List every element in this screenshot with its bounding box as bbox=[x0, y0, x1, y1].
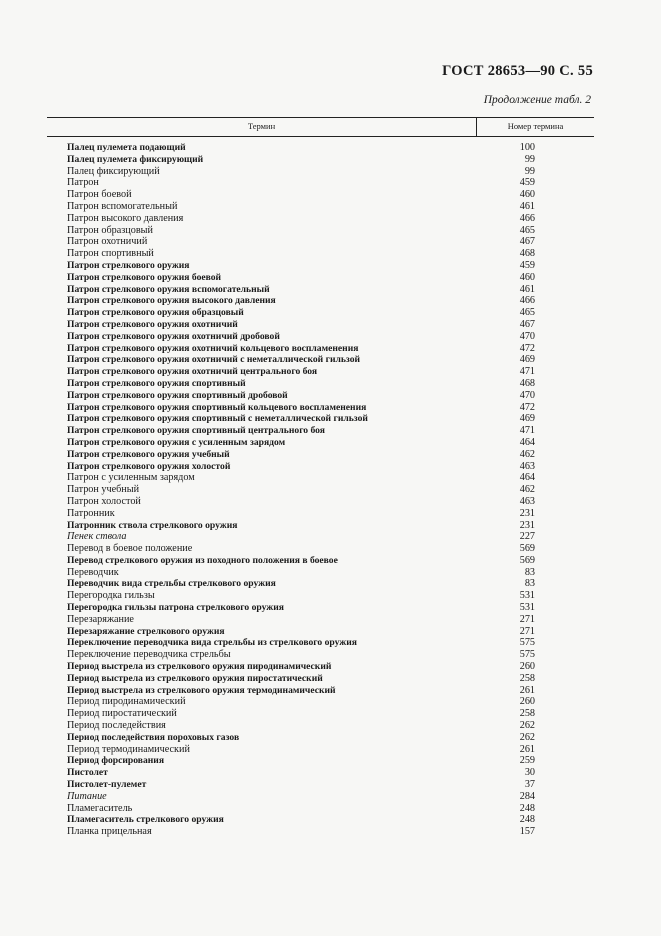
term-cell: Перезаряжание стрелкового оружия bbox=[67, 625, 225, 637]
term-cell: Патрон высокого давления bbox=[67, 212, 184, 224]
term-cell: Патрон стрелкового оружия учебный bbox=[67, 448, 230, 460]
table-row bbox=[47, 732, 594, 744]
table-row bbox=[47, 779, 594, 791]
term-cell: Патрон образцовый bbox=[67, 224, 153, 236]
term-number-cell: 227 bbox=[519, 531, 535, 543]
term-number-cell: 531 bbox=[519, 590, 535, 602]
table-row bbox=[47, 661, 594, 673]
table-header bbox=[47, 117, 594, 137]
term-number-cell: 472 bbox=[519, 342, 535, 354]
term-number-cell: 231 bbox=[519, 507, 535, 519]
term-number-cell: 531 bbox=[519, 602, 535, 614]
term-number-cell: 258 bbox=[519, 708, 535, 720]
table-row bbox=[47, 791, 594, 803]
term-cell: Патрон стрелкового оружия спортивный центрального боя bbox=[67, 425, 325, 437]
term-cell: Период пиростатический bbox=[67, 708, 177, 720]
table-row bbox=[47, 390, 594, 402]
term-number-cell: 468 bbox=[519, 248, 535, 260]
table-row bbox=[47, 166, 594, 178]
term-cell: Перегородка гильзы патрона стрелкового оружия bbox=[67, 602, 284, 614]
table-row bbox=[47, 496, 594, 508]
term-cell: Период последействия bbox=[67, 720, 166, 732]
table-continuation-caption: Продолжение табл. 2 bbox=[483, 94, 591, 106]
term-number-cell: 468 bbox=[519, 377, 535, 389]
term-number-cell: 83 bbox=[524, 566, 535, 578]
table-row bbox=[47, 378, 594, 390]
table-row bbox=[47, 201, 594, 213]
term-cell: Патрон стрелкового оружия охотничий кольцевого воспламенения bbox=[67, 342, 359, 354]
term-number-cell: 248 bbox=[519, 802, 535, 814]
table-row bbox=[47, 319, 594, 331]
page-header: ГОСТ 28653—90 С. 55 bbox=[442, 63, 593, 79]
term-cell: Палец пулемета фиксирующий bbox=[67, 153, 204, 165]
term-cell: Переключение переводчика стрельбы bbox=[67, 649, 231, 661]
term-cell: Патрон стрелкового оружия с усиленным зарядом bbox=[67, 436, 286, 448]
table-row bbox=[47, 673, 594, 685]
term-number-cell: 231 bbox=[519, 519, 535, 531]
term-number-cell: 575 bbox=[519, 637, 535, 649]
term-cell: Перегородка гильзы bbox=[67, 590, 155, 602]
term-cell: Патрон охотничий bbox=[67, 236, 148, 248]
term-number-cell: 262 bbox=[519, 720, 535, 732]
table-row bbox=[47, 142, 594, 154]
term-number-cell: 466 bbox=[519, 295, 535, 307]
term-number-cell: 467 bbox=[519, 236, 535, 248]
term-cell: Питание bbox=[67, 790, 107, 802]
term-number-cell: 463 bbox=[519, 460, 535, 472]
term-number-cell: 261 bbox=[519, 743, 535, 755]
term-cell: Патрон боевой bbox=[67, 189, 132, 201]
term-number-cell: 464 bbox=[519, 436, 535, 448]
term-number-cell: 575 bbox=[519, 649, 535, 661]
table-row bbox=[47, 531, 594, 543]
term-number-cell: 461 bbox=[519, 200, 535, 212]
table-row bbox=[47, 154, 594, 166]
table-row bbox=[47, 413, 594, 425]
term-cell: Период выстрела из стрелкового оружия пиростатический bbox=[67, 672, 323, 684]
term-number-cell: 462 bbox=[519, 484, 535, 496]
term-cell: Патрон вспомогательный bbox=[67, 200, 178, 212]
term-number-cell: 470 bbox=[519, 330, 535, 342]
table-row bbox=[47, 213, 594, 225]
term-cell: Патрон стрелкового оружия спортивный дробовой bbox=[67, 389, 288, 401]
table-row bbox=[47, 331, 594, 343]
table-row bbox=[47, 826, 594, 838]
table-row bbox=[47, 520, 594, 532]
term-cell: Патронник bbox=[67, 507, 115, 519]
term-cell: Пистолет bbox=[67, 767, 108, 779]
term-cell: Патрон стрелкового оружия высокого давления bbox=[67, 295, 276, 307]
term-number-cell: 260 bbox=[519, 696, 535, 708]
term-number-cell: 157 bbox=[519, 826, 535, 838]
table-row bbox=[47, 755, 594, 767]
column-header-number: Номер термина bbox=[507, 121, 564, 131]
term-number-cell: 470 bbox=[519, 389, 535, 401]
term-cell: Переводчик bbox=[67, 566, 119, 578]
table-row bbox=[47, 260, 594, 272]
table-row bbox=[47, 626, 594, 638]
table-row bbox=[47, 437, 594, 449]
table-row bbox=[47, 189, 594, 201]
term-number-cell: 271 bbox=[519, 625, 535, 637]
term-number-cell: 99 bbox=[524, 153, 535, 165]
term-cell: Пистолет-пулемет bbox=[67, 779, 147, 791]
term-cell: Планка прицельная bbox=[67, 826, 152, 838]
table-row bbox=[47, 425, 594, 437]
term-number-cell: 260 bbox=[519, 661, 535, 673]
table-row bbox=[47, 484, 594, 496]
table-row bbox=[47, 248, 594, 260]
table-row bbox=[47, 814, 594, 826]
table-row bbox=[47, 767, 594, 779]
term-number-cell: 467 bbox=[519, 318, 535, 330]
term-cell: Патрон стрелкового оружия охотничий центрального боя bbox=[67, 366, 318, 378]
table-row bbox=[47, 720, 594, 732]
table-row bbox=[47, 602, 594, 614]
term-number-cell: 461 bbox=[519, 283, 535, 295]
table-row bbox=[47, 272, 594, 284]
table-row bbox=[47, 555, 594, 567]
table-row bbox=[47, 366, 594, 378]
table-row bbox=[47, 307, 594, 319]
term-cell: Переводчик вида стрельбы стрелкового оружия bbox=[67, 578, 276, 590]
term-number-cell: 99 bbox=[524, 165, 535, 177]
term-number-cell: 465 bbox=[519, 224, 535, 236]
table-row bbox=[47, 543, 594, 555]
term-number-cell: 83 bbox=[524, 578, 535, 590]
term-cell: Патрон стрелкового оружия спортивный bbox=[67, 377, 246, 389]
term-cell: Патрон стрелкового оружия образцовый bbox=[67, 307, 244, 319]
term-number-cell: 459 bbox=[519, 259, 535, 271]
term-cell: Патрон стрелкового оружия холостой bbox=[67, 460, 231, 472]
term-number-cell: 471 bbox=[519, 425, 535, 437]
term-cell: Патрон с усиленным зарядом bbox=[67, 472, 195, 484]
table-row bbox=[47, 649, 594, 661]
table-row bbox=[47, 354, 594, 366]
term-cell: Перевод в боевое положение bbox=[67, 543, 193, 555]
table-row bbox=[47, 590, 594, 602]
term-cell: Патрон стрелкового оружия вспомогательный bbox=[67, 283, 270, 295]
table-row bbox=[47, 449, 594, 461]
term-cell: Патрон учебный bbox=[67, 484, 140, 496]
term-number-cell: 569 bbox=[519, 543, 535, 555]
term-cell: Патрон стрелкового оружия спортивный кольцевого воспламенения bbox=[67, 401, 367, 413]
term-cell: Перевод стрелкового оружия из походного положения в боевое bbox=[67, 554, 338, 566]
term-cell: Патрон стрелкового оружия охотничий bbox=[67, 318, 238, 330]
table-row bbox=[47, 284, 594, 296]
table-row bbox=[47, 177, 594, 189]
term-number-cell: 30 bbox=[524, 767, 535, 779]
term-cell: Переключение переводчика вида стрельбы из стрелкового оружия bbox=[67, 637, 357, 649]
term-cell: Патрон стрелкового оружия bbox=[67, 259, 190, 271]
table-row bbox=[47, 744, 594, 756]
term-cell: Период выстрела из стрелкового оружия термодинамический bbox=[67, 684, 336, 696]
table-row bbox=[47, 402, 594, 414]
term-cell: Период последействия пороховых газов bbox=[67, 731, 240, 743]
term-cell: Палец фиксирующий bbox=[67, 165, 160, 177]
term-cell: Период термодинамический bbox=[67, 743, 190, 755]
table-row bbox=[47, 637, 594, 649]
table-body bbox=[47, 137, 594, 838]
term-cell: Пламегаситель стрелкового оружия bbox=[67, 814, 224, 826]
table-row bbox=[47, 803, 594, 815]
terms-index-table bbox=[47, 117, 594, 838]
term-number-cell: 471 bbox=[519, 366, 535, 378]
term-number-cell: 259 bbox=[519, 755, 535, 767]
term-cell: Период выстрела из стрелкового оружия пиродинамический bbox=[67, 661, 332, 673]
term-number-cell: 37 bbox=[524, 779, 535, 791]
term-number-cell: 469 bbox=[519, 354, 535, 366]
term-cell: Патрон холостой bbox=[67, 495, 141, 507]
table-row bbox=[47, 343, 594, 355]
table-row bbox=[47, 708, 594, 720]
term-number-cell: 462 bbox=[519, 448, 535, 460]
term-cell: Патрон стрелкового оружия охотничий дробовой bbox=[67, 330, 280, 342]
term-cell: Патрон спортивный bbox=[67, 248, 154, 260]
term-number-cell: 248 bbox=[519, 814, 535, 826]
term-number-cell: 464 bbox=[519, 472, 535, 484]
term-cell: Патронник ствола стрелкового оружия bbox=[67, 519, 238, 531]
term-cell: Пенек ствола bbox=[67, 531, 127, 543]
term-cell: Патрон стрелкового оружия боевой bbox=[67, 271, 222, 283]
column-header-term: Термин bbox=[247, 121, 276, 131]
table-row bbox=[47, 472, 594, 484]
table-row bbox=[47, 567, 594, 579]
term-number-cell: 460 bbox=[519, 189, 535, 201]
term-cell: Перезаряжание bbox=[67, 613, 134, 625]
term-cell: Патрон стрелкового оружия охотничий с неметаллической гильзой bbox=[67, 354, 361, 366]
table-row bbox=[47, 295, 594, 307]
term-number-cell: 569 bbox=[519, 554, 535, 566]
term-number-cell: 271 bbox=[519, 613, 535, 625]
term-cell: Период пиродинамический bbox=[67, 696, 186, 708]
term-number-cell: 284 bbox=[519, 790, 535, 802]
term-number-cell: 460 bbox=[519, 271, 535, 283]
term-cell: Патрон стрелкового оружия спортивный с неметаллической гильзой bbox=[67, 413, 368, 425]
term-number-cell: 459 bbox=[519, 177, 535, 189]
term-number-cell: 463 bbox=[519, 495, 535, 507]
term-number-cell: 100 bbox=[519, 142, 535, 153]
term-number-cell: 262 bbox=[519, 731, 535, 743]
term-number-cell: 261 bbox=[519, 684, 535, 696]
term-cell: Период форсирования bbox=[67, 755, 165, 767]
term-number-cell: 472 bbox=[519, 401, 535, 413]
term-number-cell: 258 bbox=[519, 672, 535, 684]
term-cell: Палец пулемета подающий bbox=[67, 142, 186, 153]
term-cell: Пламегаситель bbox=[67, 802, 133, 814]
term-cell: Патрон bbox=[67, 177, 99, 189]
table-row bbox=[47, 236, 594, 248]
table-row bbox=[47, 578, 594, 590]
table-row bbox=[47, 696, 594, 708]
term-number-cell: 469 bbox=[519, 413, 535, 425]
table-row bbox=[47, 225, 594, 237]
table-row bbox=[47, 508, 594, 520]
term-number-cell: 465 bbox=[519, 307, 535, 319]
table-row bbox=[47, 461, 594, 473]
table-row bbox=[47, 685, 594, 697]
term-number-cell: 466 bbox=[519, 212, 535, 224]
table-row bbox=[47, 614, 594, 626]
